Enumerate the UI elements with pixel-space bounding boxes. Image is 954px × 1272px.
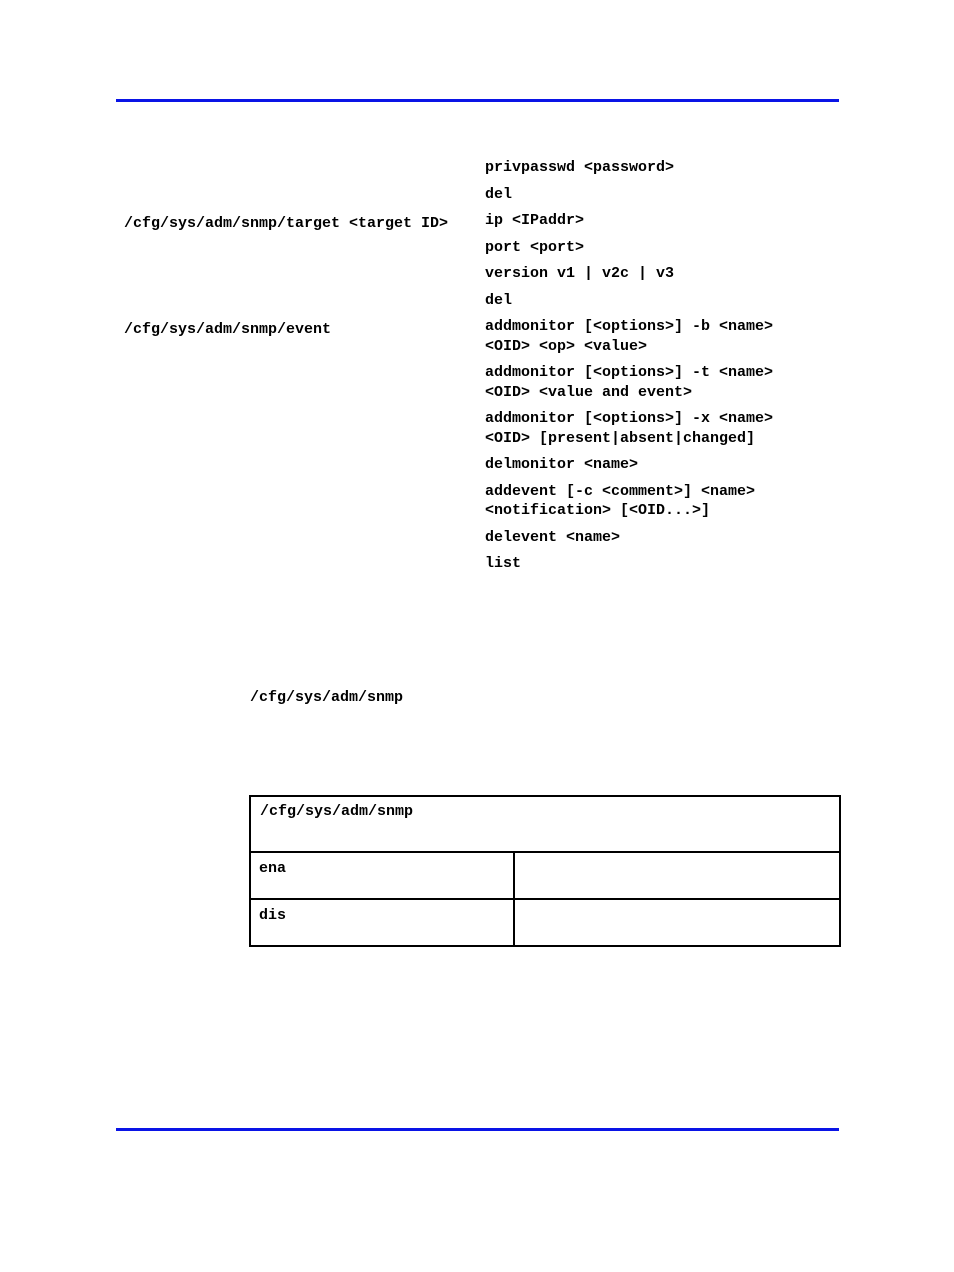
command-entry: addmonitor [<options>] -b <name> <OID> <op> <value> [485,318,774,355]
command-path: /cfg/sys/adm/snmp/event [124,321,332,338]
menu-command: ena [251,853,515,898]
command-entry: addmonitor [<options>] -t <name> <OID> <value and event> [485,364,774,401]
menu-command: dis [251,900,515,945]
menu-table [249,795,841,947]
command-entry: addevent [-c <comment>] <name> <notification> [<OID...>] [485,482,756,519]
menu-description [515,853,839,898]
command-entry: privpasswd <password> [485,159,675,176]
command-path [124,158,485,211]
table-row [251,853,839,898]
menu-table-header: /cfg/sys/adm/snmp [251,797,839,853]
command-entry: del [485,185,513,203]
command-entry: version v1 | v2c | v3 [485,265,675,282]
command-path: /cfg/sys/adm/snmp/target <target ID> [124,215,449,232]
command-entry: delmonitor <name> [485,456,639,473]
command-table [124,158,839,581]
table-row [251,898,839,945]
command-row [124,211,839,317]
command-entry: list [485,555,522,572]
header-rule [116,99,839,102]
footer-rule [116,1128,839,1131]
command-entry: addmonitor [<options>] -x <name> <OID> [present|absent|changed] [485,410,774,447]
command-entry: ip <IPaddr> [485,212,585,229]
menu-description [515,900,839,945]
command-entry: delevent <name> [485,528,621,546]
command-row [124,158,839,211]
command-entry: del [485,291,513,309]
section-path: /cfg/sys/adm/snmp [250,689,404,706]
command-entry: port <port> [485,238,585,256]
command-row [124,317,839,581]
